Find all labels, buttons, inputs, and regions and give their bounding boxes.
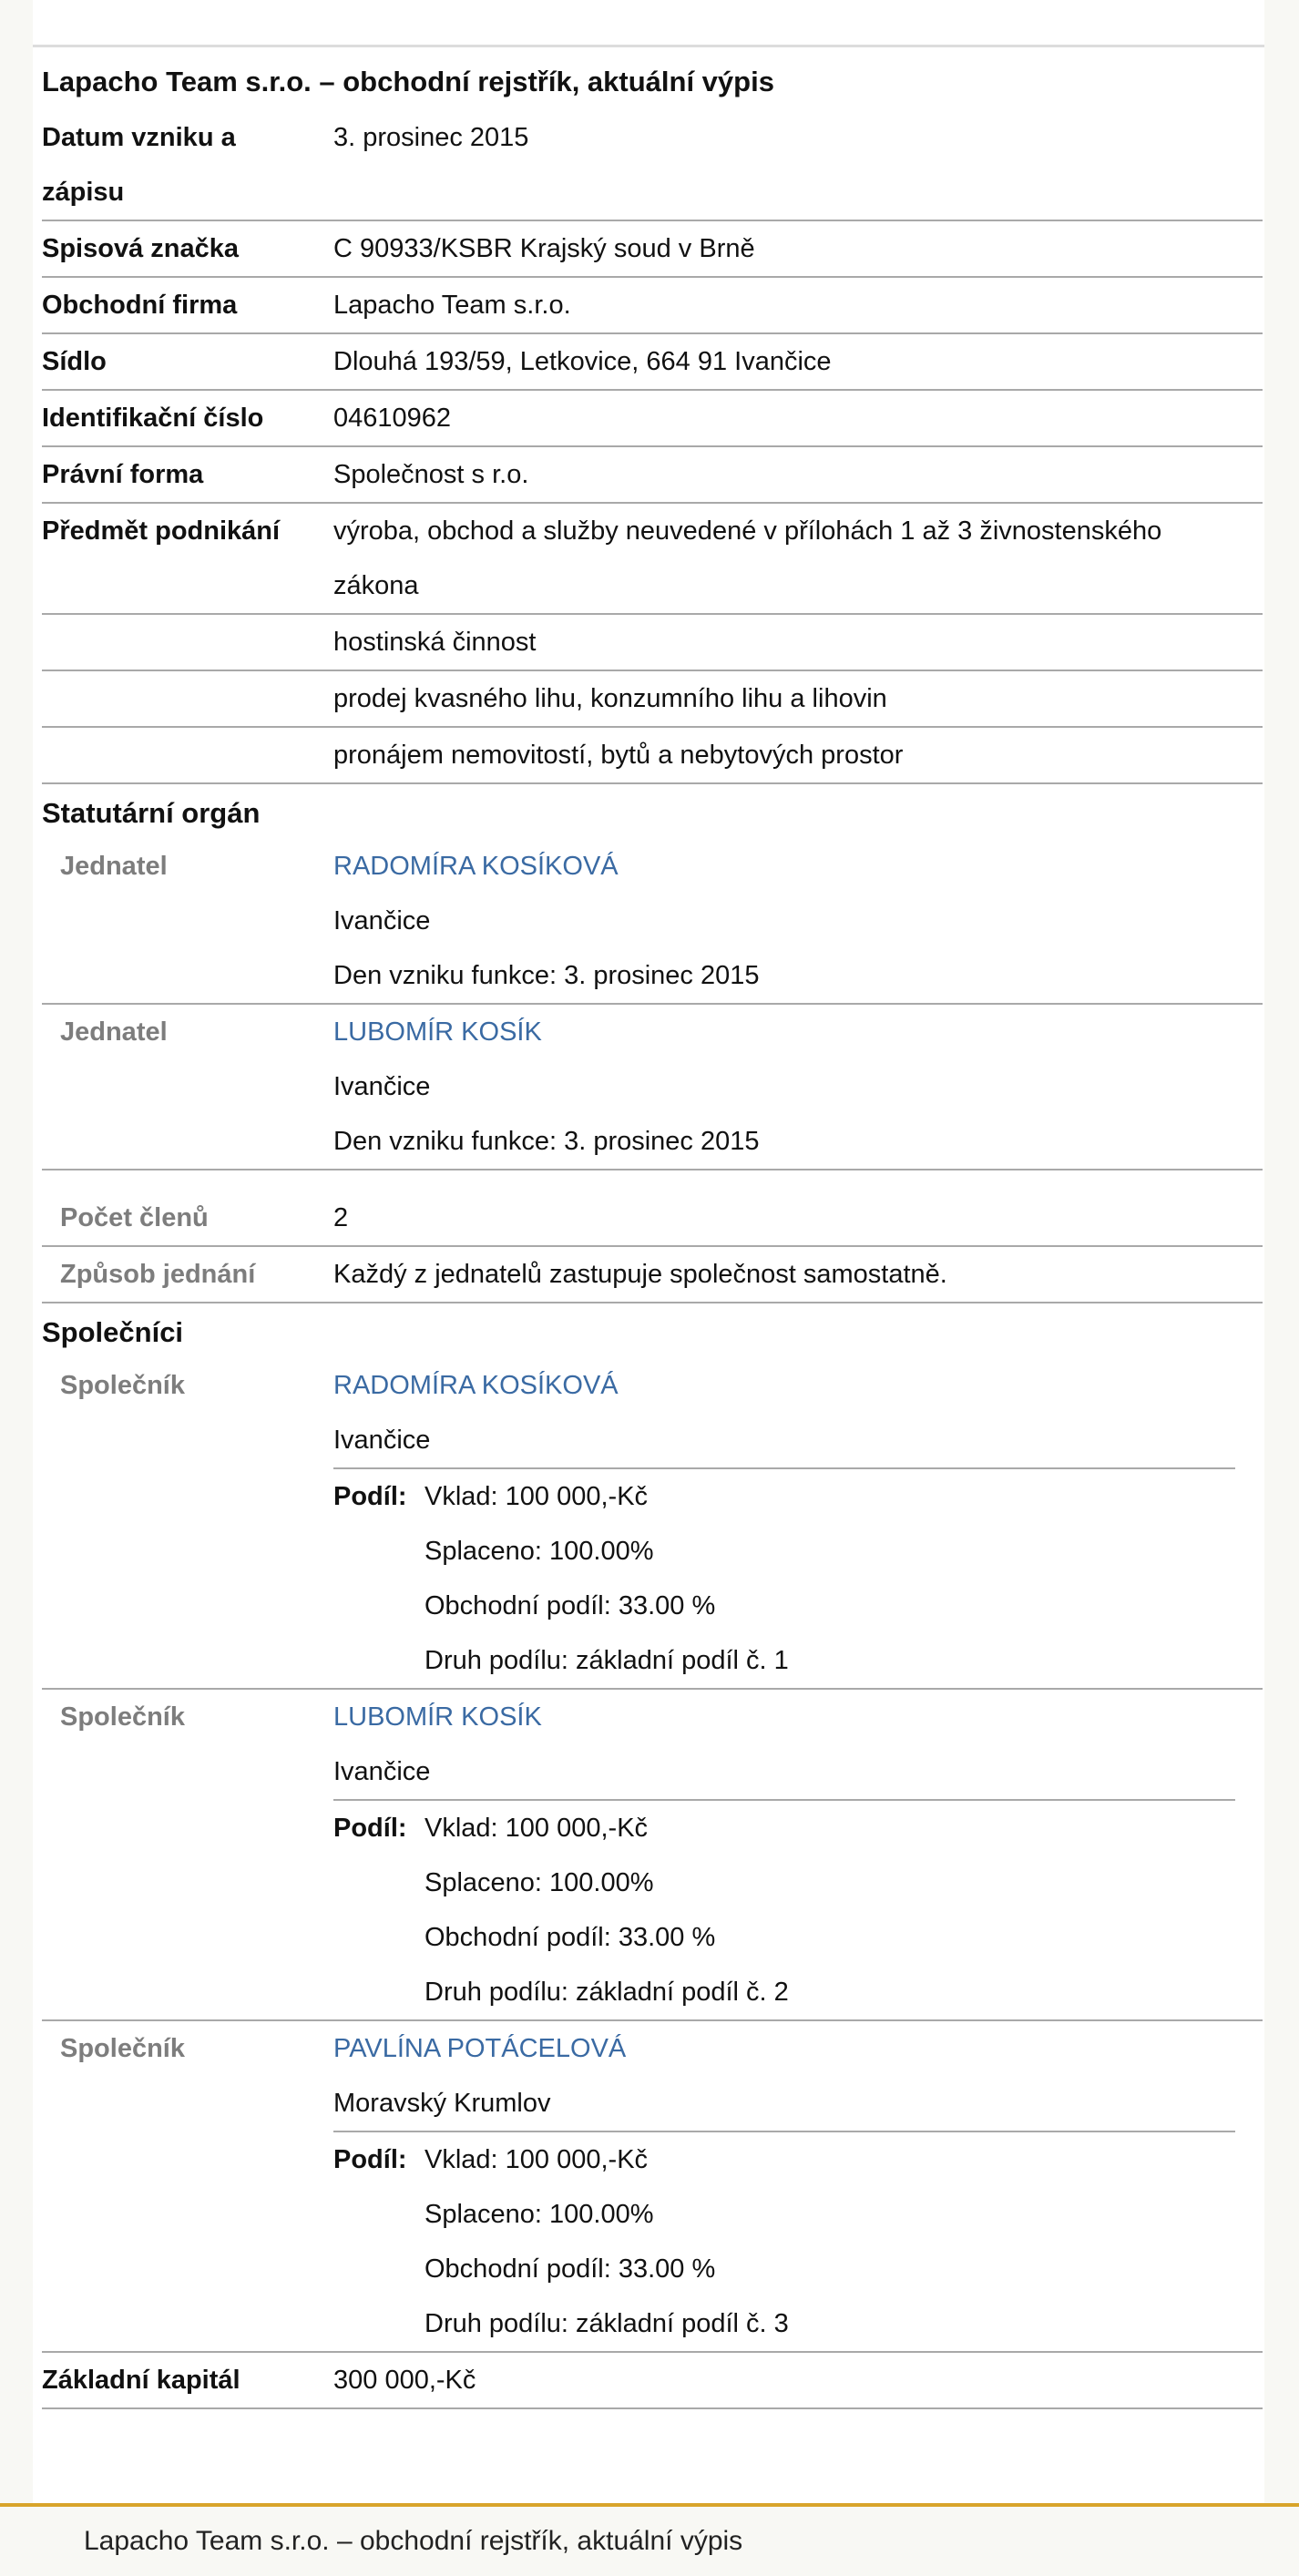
partner-name-link[interactable]: RADOMÍRA KOSÍKOVÁ [333, 1371, 619, 1400]
row-label [42, 671, 333, 726]
row-label: Sídlo [42, 347, 107, 376]
page-title: Lapacho Team s.r.o. – obchodní rejstřík, aktuální výpis [42, 66, 774, 97]
share-splaceno: Splaceno: 100.00% [424, 1868, 654, 1897]
row-label: Základní kapitál [42, 2366, 240, 2395]
member-name-link[interactable]: LUBOMÍR KOSÍK [333, 1017, 542, 1047]
share-obchodni: Obchodní podíl: 33.00 % [424, 1591, 716, 1620]
partner-role: Společník [60, 2034, 185, 2063]
row-zpusob-jednani [42, 1247, 1263, 1303]
partner-role: Společník [60, 1371, 185, 1400]
row-pocet-clenu [42, 1191, 1263, 1247]
section-spolecnici: Společníci [42, 1316, 184, 1348]
share-label: Podíl: [333, 2145, 407, 2174]
partner-row [42, 1690, 1263, 2021]
row-label: Obchodní firma [42, 291, 238, 320]
member-name-link[interactable]: RADOMÍRA KOSÍKOVÁ [333, 852, 619, 881]
share-druh: Druh podílu: základní podíl č. 2 [424, 1978, 789, 2007]
row-value: Lapacho Team s.r.o. [333, 291, 571, 320]
member-since: Den vzniku funkce: 3. prosinec 2015 [333, 1127, 760, 1156]
row-value: pronájem nemovitostí, bytů a nebytových prostor [333, 741, 904, 770]
row-datum-vzniku [42, 110, 1263, 221]
member-role: Jednatel [60, 1017, 168, 1047]
share-values [424, 2132, 1235, 2351]
partner-row [42, 1358, 1263, 1690]
member-details [333, 1005, 1263, 1169]
share-vklad: Vklad: 100 000,-Kč [424, 2145, 649, 2174]
partner-share [333, 2131, 1235, 2351]
member-row [42, 839, 1263, 1005]
row-predmet-podnikani-2 [42, 615, 1263, 671]
partner-name-link[interactable]: LUBOMÍR KOSÍK [333, 1702, 542, 1732]
member-role: Jednatel [60, 852, 168, 881]
row-label: Identifikační číslo [42, 404, 264, 433]
label-line: zápisu [42, 178, 125, 207]
partner-details [333, 1690, 1263, 2019]
row-label: Spisová značka [42, 234, 239, 263]
row-label: Předmět podnikání [42, 516, 281, 546]
share-label: Podíl: [333, 1814, 407, 1843]
member-city: Ivančice [333, 906, 431, 935]
share-values [424, 1801, 1235, 2019]
row-ico [42, 391, 1263, 447]
row-obchodni-firma [42, 278, 1263, 334]
row-value: hostinská činnost [333, 628, 537, 657]
value-line: zákona [333, 571, 419, 600]
row-value [333, 504, 1263, 613]
partner-city: Moravský Krumlov [333, 2089, 551, 2118]
partner-share [333, 1467, 1235, 1688]
row-label [42, 110, 333, 220]
row-sidlo [42, 334, 1263, 391]
share-vklad: Vklad: 100 000,-Kč [424, 1482, 649, 1511]
member-city: Ivančice [333, 1072, 431, 1101]
value-line: výroba, obchod a služby neuvedené v přílohách 1 až 3 živnostenského [333, 516, 1162, 546]
row-label [42, 728, 333, 782]
member-row [42, 1005, 1263, 1170]
row-label [42, 615, 333, 670]
share-obchodni: Obchodní podíl: 33.00 % [424, 2254, 716, 2284]
member-since: Den vzniku funkce: 3. prosinec 2015 [333, 961, 760, 990]
row-label: Počet členů [60, 1203, 209, 1232]
partner-details [333, 2021, 1263, 2351]
row-value: C 90933/KSBR Krajský soud v Brně [333, 234, 755, 263]
row-value: prodej kvasného lihu, konzumního lihu a lihovin [333, 684, 887, 713]
share-splaceno: Splaceno: 100.00% [424, 2200, 654, 2229]
share-values [424, 1469, 1235, 1688]
register-content [33, 47, 1263, 2409]
share-druh: Druh podílu: základní podíl č. 1 [424, 1646, 789, 1675]
share-label: Podíl: [333, 1482, 407, 1511]
row-value: 2 [333, 1203, 349, 1232]
row-spisova-znacka [42, 221, 1263, 278]
row-label: Právní forma [42, 460, 204, 489]
row-value: Dlouhá 193/59, Letkovice, 664 91 Ivančice [333, 347, 832, 376]
register-sheet [33, 0, 1264, 2503]
row-predmet-podnikani-4 [42, 728, 1263, 784]
row-predmet-podnikani [42, 504, 1263, 615]
partner-row [42, 2021, 1263, 2353]
share-vklad: Vklad: 100 000,-Kč [424, 1814, 649, 1843]
partner-details [333, 1358, 1263, 1688]
share-splaceno: Splaceno: 100.00% [424, 1537, 654, 1566]
partner-share [333, 1799, 1235, 2019]
partner-role: Společník [60, 1702, 185, 1732]
label-line: Datum vzniku a [42, 123, 236, 152]
row-pravni-forma [42, 447, 1263, 504]
share-druh: Druh podílu: základní podíl č. 3 [424, 2309, 789, 2338]
partner-city: Ivančice [333, 1757, 431, 1786]
footer-text: Lapacho Team s.r.o. – obchodní rejstřík, aktuální výpis [84, 2526, 743, 2556]
share-obchodni: Obchodní podíl: 33.00 % [424, 1923, 716, 1952]
row-value: Každý z jednatelů zastupuje společnost samostatně. [333, 1260, 947, 1289]
row-label: Způsob jednání [60, 1260, 256, 1289]
row-value: 04610962 [333, 404, 452, 433]
row-zakladni-kapital [42, 2353, 1263, 2409]
row-value: 300 000,-Kč [333, 2366, 476, 2395]
row-value: Společnost s r.o. [333, 460, 529, 489]
row-predmet-podnikani-3 [42, 671, 1263, 728]
partner-name-link[interactable]: PAVLÍNA POTÁCELOVÁ [333, 2034, 627, 2063]
member-details [333, 839, 1263, 1003]
partner-city: Ivančice [333, 1426, 431, 1455]
spacer [42, 1170, 1263, 1191]
row-value: 3. prosinec 2015 [333, 123, 529, 152]
section-statutarni-organ: Statutární orgán [42, 797, 261, 829]
